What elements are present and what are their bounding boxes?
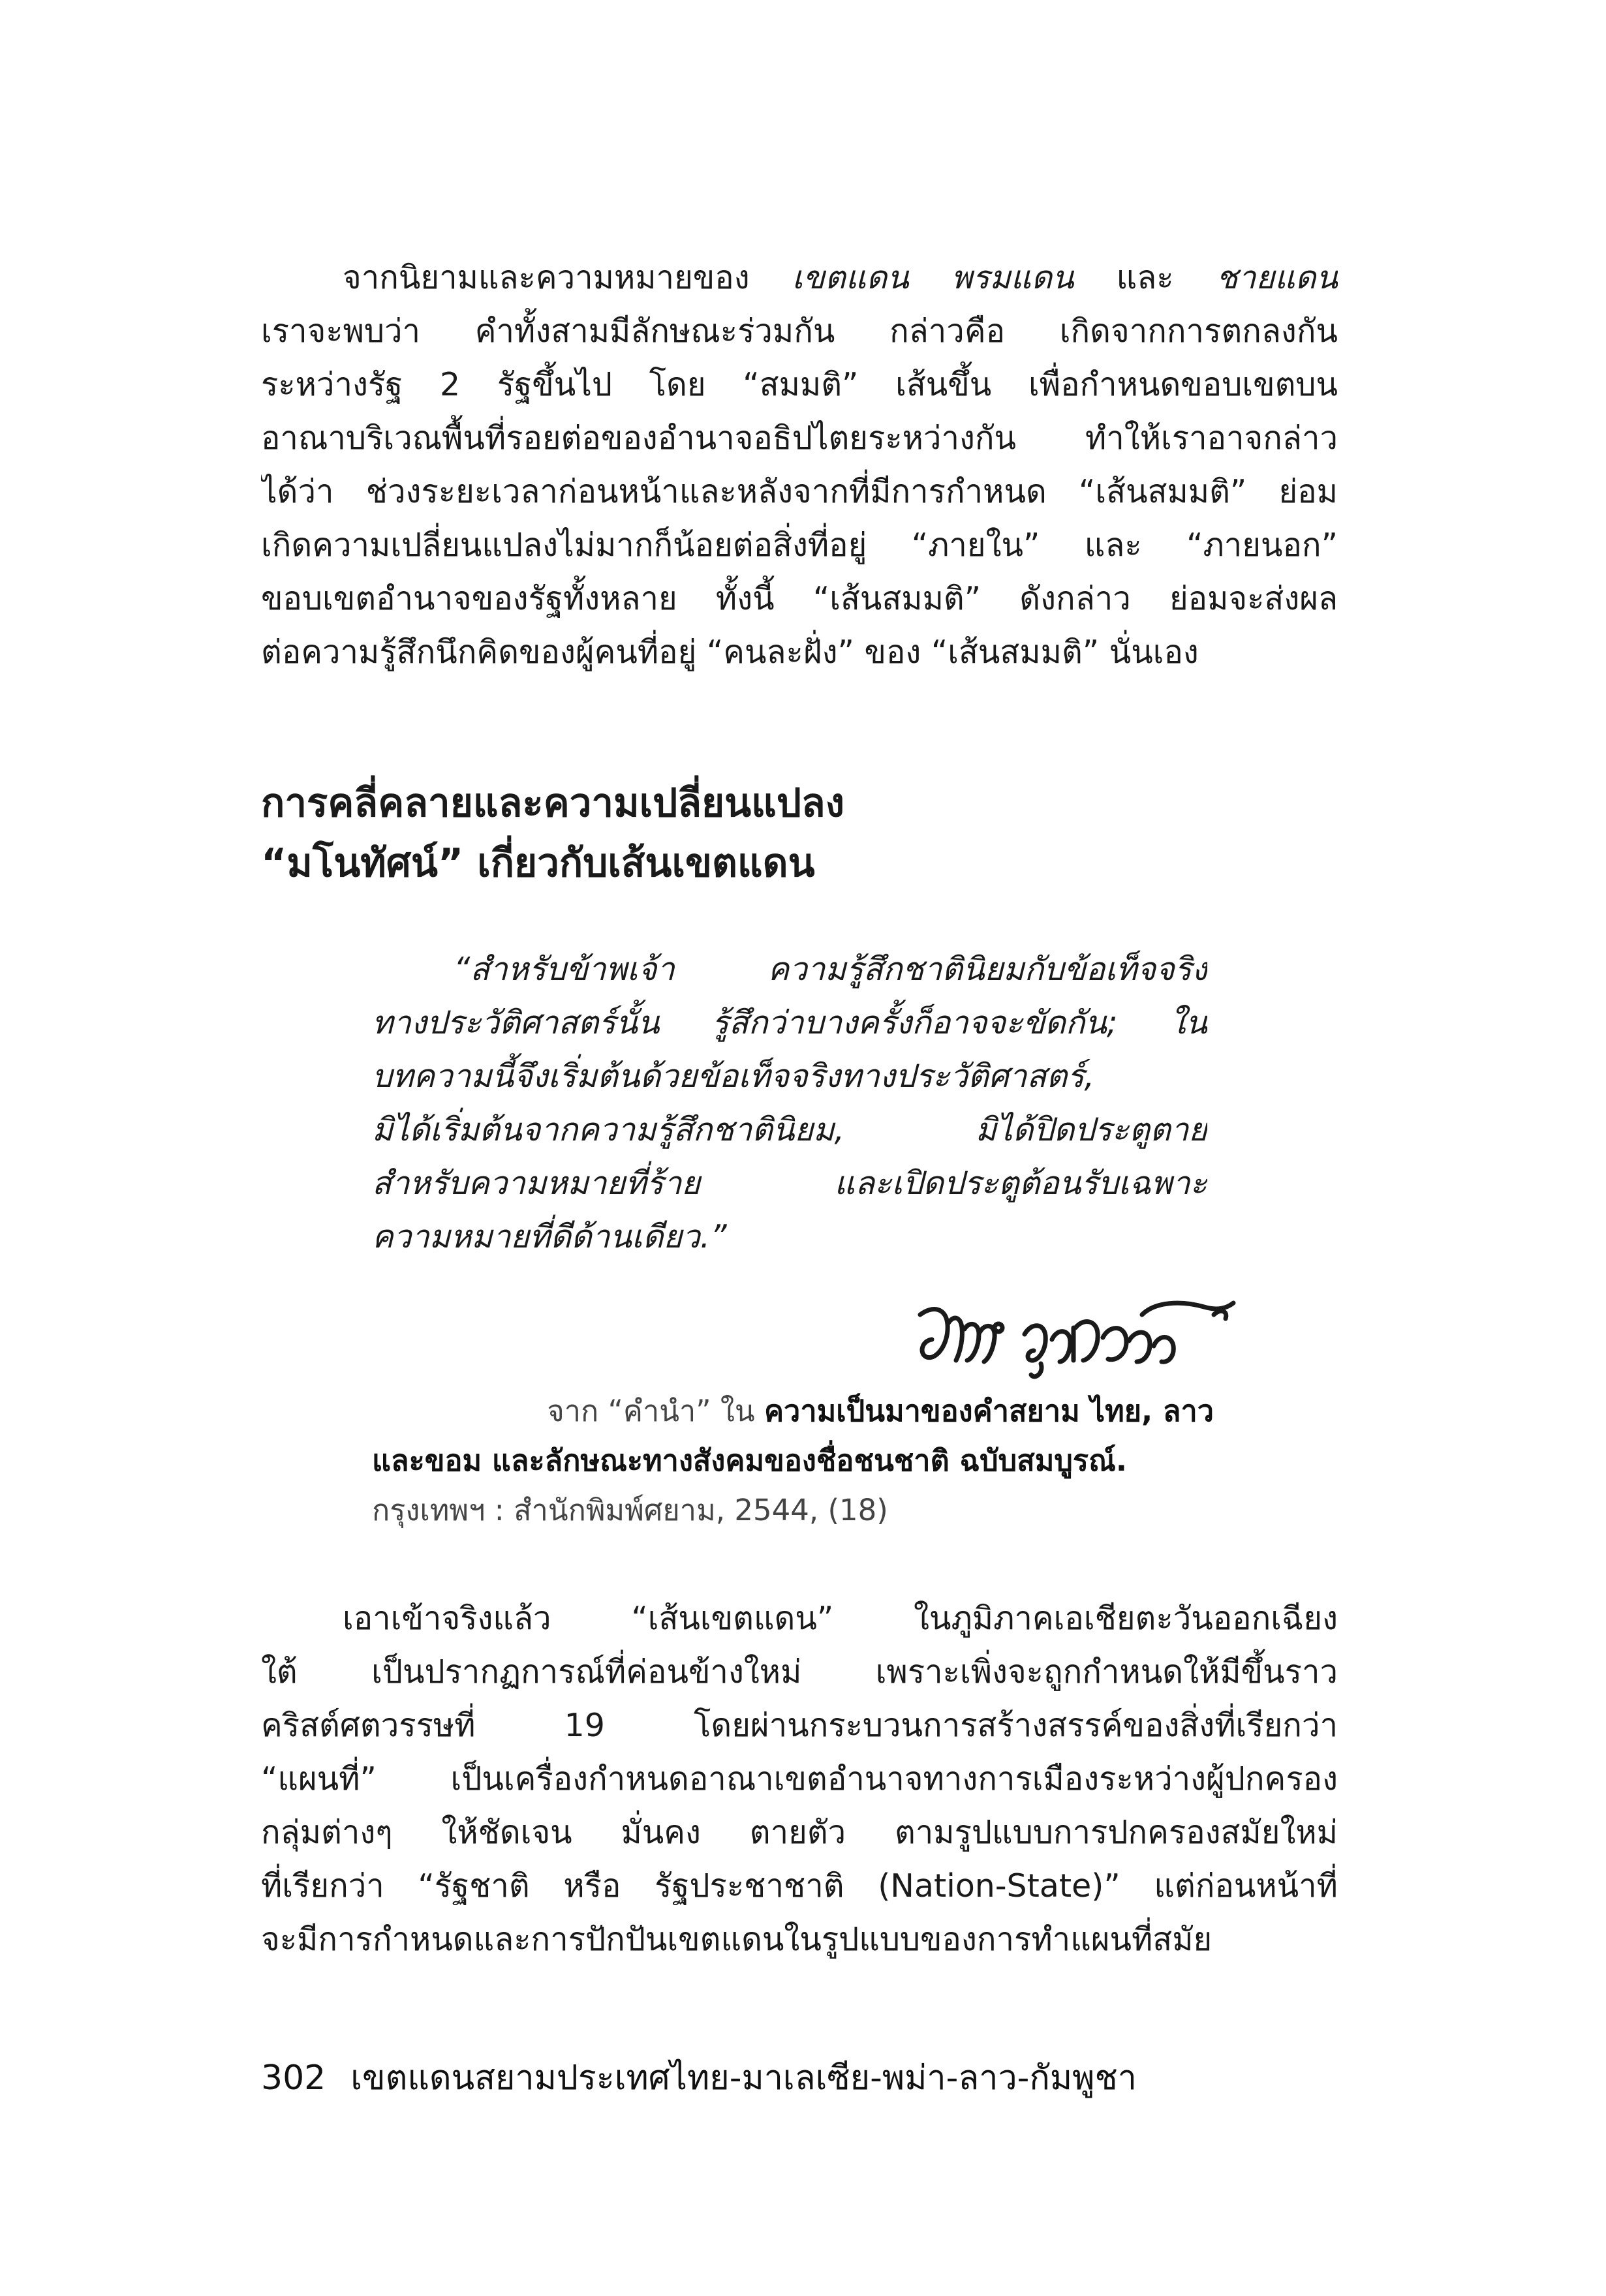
quote-line: ความหมายที่ดีด้านเดียว.” (372, 1218, 727, 1255)
page-footer (261, 2055, 1137, 2101)
quote-line: สำหรับความหมายที่ร้าย และเปิดประตูต้อนรับเฉพาะ (372, 1165, 1207, 1202)
heading-line-2: “มโนทัศน์” เกี่ยวกับเส้นเขตแดน (261, 840, 815, 886)
paragraph-line: “แผนที่” เป็นเครื่องกำหนดอาณาเขตอำนาจทางการเมืองระหว่างผู้ปกครอง (261, 1760, 1338, 1798)
source-line-2: และขอม และลักษณะทางสังคมของชื่อชนชาติ ฉบับสมบูรณ์. (372, 1443, 1127, 1478)
paragraph-line: ต่อความรู้สึกนึกคิดของผู้คนที่อยู่ “คนละฝั่ง” ของ “เส้นสมมติ” นั่นเอง (261, 634, 1199, 671)
quote-line: ทางประวัติศาสตร์นั้น รู้สึกว่าบางครั้งก็อาจจะขัดกัน; ใน (372, 1004, 1207, 1041)
paragraph-line: เกิดความเปลี่ยนแปลงไม่มากก็น้อยต่อสิ่งที่อยู่ “ภายใน” และ “ภายนอก” (261, 527, 1338, 564)
epigraph-quote (372, 943, 1207, 1264)
heading-line-1: การคลี่คลายและความเปลี่ยนแปลง (261, 780, 844, 826)
paragraph-line: ขอบเขตอำนาจของรัฐทั้งหลาย ทั้งนี้ “เส้นสมมติ” ดังกล่าว ย่อมจะส่งผล (261, 580, 1338, 617)
paragraph-line: ใต้ เป็นปรากฏการณ์ที่ค่อนข้างใหม่ เพราะเพิ่งจะถูกกำหนดให้มีขึ้นราว (261, 1653, 1338, 1691)
paragraph-line: คริสต์ศตวรรษที่ 19 โดยผ่านกระบวนการสร้างสรรค์ของสิ่งที่เรียกว่า (261, 1707, 1338, 1744)
paragraph-line: อาณาบริเวณพื้นที่รอยต่อของอำนาจอธิปไตยระหว่างกัน ทำให้เราอาจกล่าว (261, 420, 1338, 457)
quote-line: “สำหรับข้าพเจ้า ความรู้สึกชาตินิยมกับข้อเท็จจริง (454, 951, 1207, 988)
paragraph-line: ที่เรียกว่า “รัฐชาติ หรือ รัฐประชาชาติ (Nation-State)” แต่ก่อนหน้าที่ (261, 1867, 1338, 1905)
paragraph-line: กลุ่มต่างๆ ให้ชัดเจน มั่นคง ตายตัว ตามรูปแบบการปกครองสมัยใหม่ (261, 1814, 1338, 1851)
quote-line: มิได้เริ่มต้นจากความรู้สึกชาตินิยม, มิได้ปิดประตูตาย (372, 1111, 1207, 1148)
section-heading (261, 773, 1338, 893)
page-number: 302 (261, 2059, 326, 2098)
handwritten-signature (907, 1289, 1246, 1386)
paragraph-line: จะมีการกำหนดและการปักปันเขตแดนในรูปแบบของการทำแผนที่สมัย (261, 1921, 1212, 1958)
paragraph-definitions (261, 251, 1338, 679)
quote-line: บทความนี้จึงเริ่มต้นด้วยข้อเท็จจริงทางประวัติศาสตร์, (372, 1058, 1095, 1095)
paragraph-line: เอาเข้าจริงแล้ว “เส้นเขตแดน” ในภูมิภาคเอเชียตะวันออกเฉียง (343, 1600, 1338, 1637)
source-line-1: จาก “คำนำ” ใน ความเป็นมาของคำสยาม ไทย, ลาว (547, 1394, 1214, 1428)
quote-source (372, 1386, 1214, 1535)
paragraph-line: ได้ว่า ช่วงระยะเวลาก่อนหน้าและหลังจากที่มีการกำหนด “เส้นสมมติ” ย่อม (261, 473, 1338, 510)
paragraph-line: ระหว่างรัฐ 2 รัฐขึ้นไป โดย “สมมติ” เส้นขึ้น เพื่อกำหนดขอบเขตบน (261, 366, 1338, 403)
source-line-3: กรุงเทพฯ : สำนักพิมพ์ศยาม, 2544, (18) (372, 1493, 888, 1527)
paragraph-line: จากนิยามและความหมายของ เขตแดน พรมแดน และ ชายแดน (343, 259, 1338, 296)
paragraph-line: เราจะพบว่า คำทั้งสามมีลักษณะร่วมกัน กล่าวคือ เกิดจากการตกลงกัน (261, 313, 1338, 350)
running-title: เขตแดนสยามประเทศไทย-มาเลเซีย-พม่า-ลาว-กัมพูชา (350, 2059, 1137, 2098)
paragraph-borders-history (261, 1592, 1338, 1967)
